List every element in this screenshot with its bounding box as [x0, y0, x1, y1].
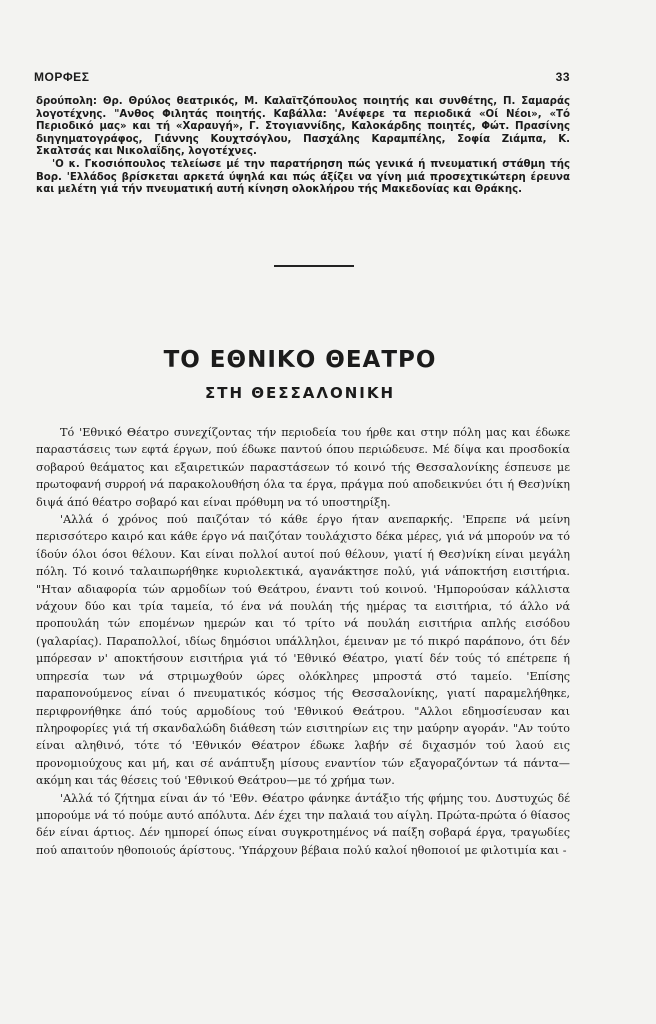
- article-paragraph: 'Αλλά ό χρόνος πού παιζόταν τό κάθε έργο ήταν ανεπαρκής. 'Επρεπε νά μείνη περισσότερο καιρό και κάθε έργο νά παιζόταν τουλάχιστο δέκα μέρες, γιά νά μπορούν να τό ίδούν όλοι όσοι θέλουν. Και είναι πολλοί αυτοί πού θέλουν, γιατί ή Θεσ)νίκη είναι μεγάλη πόλη. Τό κοινό ταλαιπωρήθηκε κυριολεκτικά, αγανάκτησε πολύ, γιά νάποκτήση εισιτήρια. "Ηταν αδιαφορία τών αρμοδίων τού Θεάτρου, έναντι τού κοινού. 'Ημπορούσαν κάλλιστα νάχουν δύο και τρία ταμεία, τό ένα νά πουλάη τής ημέρας τα εισιτήρια, τό άλλο νά προπουλάη τών επομένων ημερών και τό τρίτο νά πουλάη εισιτήρια απλής εισόδου (γαλαρίας). Παραπολλοί, ιδίως δημόσιοι υπάλληλοι, έμειναν με τό πικρό παράπονο, ότι δέν μπόρεσαν ν' αποκτήσουν εισιτήρια γιά τό 'Εθνικό Θέατρο, γιατί δέν τούς τό επέτρεπε ή υπηρεσία των νά στριμωχθούν ώρες ολόκληρες μπροστά στό ταμείο. 'Επίσης παραπονούμενος είναι ό πνευματικός κόσμος τής Θεσσαλονίκης, γιατί παραμελήθηκε, περιφρονήθηκε άπό τούς αρμοδίους τού 'Εθνικού Θεάτρου. "Αλλοι εδημοσίευσαν και πληροφορίες γιά τή σκανδαλώδη διάθεση τών εισιτηρίων εις την μαύρην αγοράν. "Αν τούτο είναι αληθινό, τότε τό 'Εθνικόν Θέατρον έδωκε λαβήν σέ διχασμόν τού λαού εις προνομιούχους και μή, και σέ ανάπτυξη μίσους εναντίον τών εξαγοραζόντων τά πάντα—ακόμη και τάς θέσεις τού 'Εθνικού Θεάτρου—με τό χρήμα των.: [36, 513, 570, 788]
- article-paragraph: Τό 'Εθνικό Θέατρο συνεχίζοντας τήν περιοδεία του ήρθε και στην πόλη μας και έδωκε παραστάσεις των εφτά έργων, πού έδωκε παντού όπου περιώδευσε. Μέ δίψα και προσδοκία σοβαρού θεάματος και εξαιρετικών παραστάσεων τό κοινό τής Θεσσαλονίκης έσπευσε με πρωτοφανή συρροή νά παρακολουθήση όλα τα έργα, πράγμα πού αποδεικνύει ότι ή Θεσ)νίκη διψά άπό θέατρο σοβαρό και είναι πρόθυμη να τό υποστηρίξη.: [36, 426, 570, 509]
- intro-paragraph: δρούπολη: Θρ. Θρύλος θεατρικός, Μ. Καλαϊτζόπουλος ποιητής και συνθέτης, Π. Σαμαράς λογοτέχνης. "Ανθος Φιλητάς ποιητής. Καβάλλα: 'Ανέφερε τα περιοδικά «Οί Νέοι», «Τό Περιοδικό μας» και τή «Χαραυγή», Γ. Στογιαννίδης, Καλοκάρδης ποιητές, Φώτ. Πρασίνης διηγηματογράφος, Γιάννης Κουχτσόγλου, Πασχάλης Καραμπέλης, Σοφία Ζιάμπα, Κ. Σκαλτσάς και Νικολαΐδης, λογοτέχνες.: [36, 96, 570, 158]
- journal-name: ΜΟΡΦΕΣ: [34, 70, 90, 84]
- running-head: [34, 70, 570, 90]
- article-paragraph: 'Αλλά τό ζήτημα είναι άν τό 'Εθν. Θέατρο φάνηκε άντάξιο τής φήμης του. Δυστυχώς δέ μπορούμε νά τό πούμε αυτό απόλυτα. Δέν έχει την παλαιά του αίγλη. Πρώτα-πρώτα ό θίασος δέν είναι άρτιος. Δέν ημπορεί όπως είναι συγκροτημένος νά παίξη σοβαρά έργα, τραγωδίες πού απαιτούν ηθοποιούς άρίστους. 'Υπάρχουν βέβαια πολύ καλοί ηθοποιοί με φιλοτιμία και -: [36, 791, 570, 857]
- article-subtitle: ΣΤΗ ΘΕΣΣΑΛΟΝΙΚΗ: [204, 384, 396, 402]
- intro-paragraph: 'Ο κ. Γκοσιόπουλος τελείωσε μέ την παρατήρηση πώς γενικά ή πνευματική στάθμη τής Βορ. 'Ελλάδος βρίσκεται αρκετά ύψηλά και πώς άξίζει να γίνη μιά προσεχτικώτερη έρευνα και μελέτη γιά τήν πνευματική αυτή κίνηση ολοκλήρου τής Μακεδονίας και Θράκης.: [36, 158, 570, 196]
- section-divider: [274, 265, 354, 267]
- intro-text-block: [36, 96, 570, 197]
- article-body: [36, 424, 570, 859]
- page-number: 33: [555, 70, 570, 84]
- article-title: ΤΟ ΕΘΝΙΚΟ ΘΕΑΤΡΟ: [163, 347, 437, 373]
